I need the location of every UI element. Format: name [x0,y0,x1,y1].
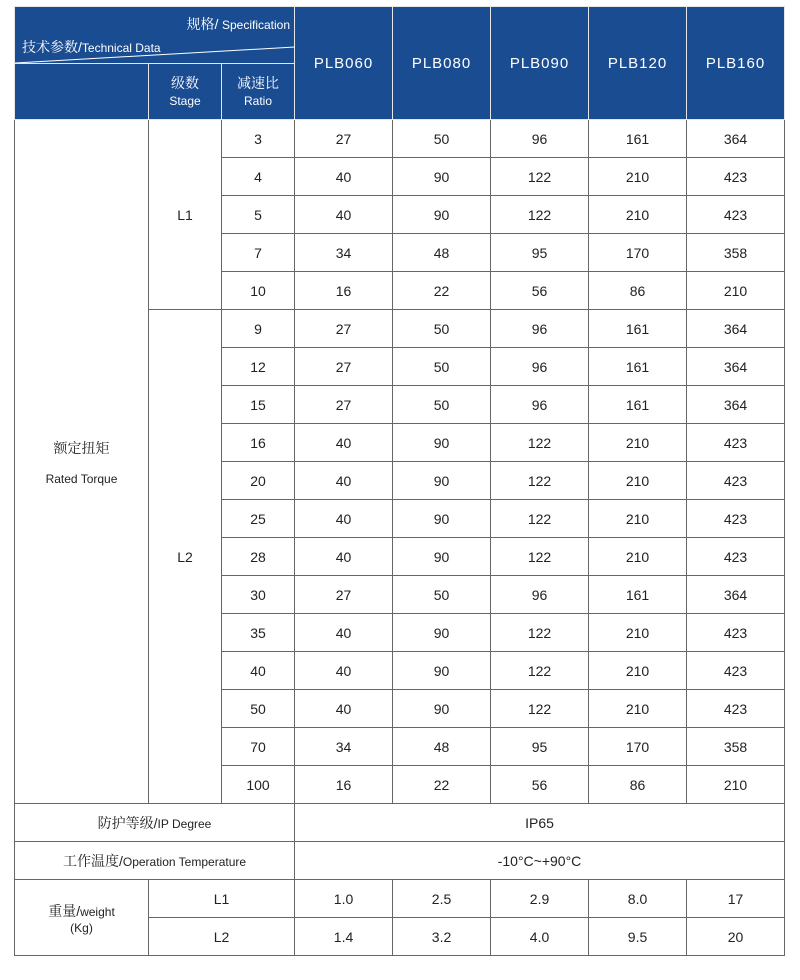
torque-value-cell: 90 [393,690,491,728]
torque-value-cell: 40 [295,196,393,234]
ratio-cell: 10 [222,272,295,310]
torque-value-cell: 364 [687,348,785,386]
torque-value-cell: 210 [589,690,687,728]
tech-label-cn: 技术参数/ [22,39,82,55]
weight-label-cn: 重量/ [48,902,81,919]
weight-l1-4: 17 [687,880,785,918]
torque-value-cell: 364 [687,386,785,424]
torque-value-cell: 96 [491,576,589,614]
ratio-cell: 28 [222,538,295,576]
ratio-cell: 5 [222,196,295,234]
torque-value-cell: 210 [687,766,785,804]
torque-value-cell: 27 [295,310,393,348]
stage-header-en: Stage [169,93,201,108]
torque-value-cell: 423 [687,424,785,462]
torque-value-cell: 90 [393,196,491,234]
torque-value-cell: 40 [295,500,393,538]
torque-value-cell: 40 [295,158,393,196]
torque-value-cell: 16 [295,272,393,310]
torque-value-cell: 423 [687,500,785,538]
weight-l1-2: 2.9 [491,880,589,918]
torque-value-cell: 95 [491,728,589,766]
weight-l2-2: 4.0 [491,918,589,956]
ip-label-cn: 防护等级/ [97,814,158,831]
torque-value-cell: 423 [687,690,785,728]
model-header-3: PLB120 [589,7,687,120]
weight-l1-0: 1.0 [295,880,393,918]
torque-value-cell: 358 [687,234,785,272]
torque-value-cell: 122 [491,158,589,196]
ratio-cell: 16 [222,424,295,462]
ratio-cell: 25 [222,500,295,538]
torque-value-cell: 122 [491,196,589,234]
torque-value-cell: 364 [687,120,785,158]
ratio-cell: 15 [222,386,295,424]
ratio-header-cn: 减速比 [237,74,279,91]
temperature-label-en: Operation Temperature [122,854,247,869]
ratio-cell: 30 [222,576,295,614]
torque-value-cell: 90 [393,424,491,462]
torque-value-cell: 210 [589,424,687,462]
torque-value-cell: 210 [687,272,785,310]
model-header-4: PLB160 [687,7,785,120]
ratio-header-en: Ratio [244,93,273,108]
torque-value-cell: 122 [491,652,589,690]
torque-value-cell: 40 [295,424,393,462]
header-blank-cell [15,64,149,120]
stage-header [149,64,222,120]
torque-value-cell: 40 [295,462,393,500]
model-header-2: PLB090 [491,7,589,120]
torque-value-cell: 50 [393,348,491,386]
ratio-cell: 4 [222,158,295,196]
torque-value-cell: 364 [687,576,785,614]
torque-value-cell: 210 [589,462,687,500]
ratio-cell: 20 [222,462,295,500]
spec-label-cn: 规格/ [186,16,219,32]
torque-value-cell: 50 [393,310,491,348]
model-header-0: PLB060 [295,7,393,120]
torque-value-cell: 40 [295,652,393,690]
torque-value-cell: 161 [589,576,687,614]
torque-value-cell: 50 [393,576,491,614]
weight-l1-3: 8.0 [589,880,687,918]
torque-value-cell: 210 [589,614,687,652]
torque-value-cell: 423 [687,196,785,234]
weight-unit: (Kg) [70,920,93,935]
torque-value-cell: 122 [491,462,589,500]
torque-value-cell: 90 [393,538,491,576]
torque-value-cell: 170 [589,728,687,766]
ip-label-cell [15,804,295,842]
torque-value-cell: 122 [491,614,589,652]
weight-stage-l2: L2 [149,918,295,956]
torque-value-cell: 56 [491,766,589,804]
rated-torque-label-cell [15,120,149,804]
stage-cell: L1 [149,120,222,310]
weight-l1-1: 2.5 [393,880,491,918]
torque-value-cell: 16 [295,766,393,804]
ratio-cell: 7 [222,234,295,272]
weight-l2-0: 1.4 [295,918,393,956]
ratio-cell: 3 [222,120,295,158]
tech-label-en: Technical Data [81,41,161,55]
torque-value-cell: 358 [687,728,785,766]
torque-value-cell: 161 [589,120,687,158]
torque-value-cell: 96 [491,310,589,348]
torque-value-cell: 423 [687,158,785,196]
torque-value-cell: 90 [393,500,491,538]
torque-value-cell: 27 [295,120,393,158]
torque-value-cell: 50 [393,386,491,424]
torque-value-cell: 210 [589,158,687,196]
torque-value-cell: 40 [295,538,393,576]
ip-value: IP65 [295,804,785,842]
ratio-cell: 35 [222,614,295,652]
torque-value-cell: 161 [589,310,687,348]
torque-value-cell: 423 [687,538,785,576]
torque-value-cell: 423 [687,614,785,652]
torque-value-cell: 96 [491,348,589,386]
model-header-1: PLB080 [393,7,491,120]
ratio-cell: 50 [222,690,295,728]
torque-value-cell: 22 [393,766,491,804]
technical-data-table [14,6,785,956]
torque-value-cell: 34 [295,728,393,766]
torque-value-cell: 90 [393,158,491,196]
ip-label-en: IP Degree [157,816,212,831]
weight-l2-1: 3.2 [393,918,491,956]
torque-value-cell: 122 [491,500,589,538]
spec-label [186,14,290,34]
torque-value-cell: 27 [295,386,393,424]
ratio-cell: 40 [222,652,295,690]
temperature-label-cell [15,842,295,880]
torque-value-cell: 122 [491,690,589,728]
torque-value-cell: 50 [393,120,491,158]
torque-value-cell: 56 [491,272,589,310]
torque-value-cell: 95 [491,234,589,272]
torque-value-cell: 40 [295,614,393,652]
ratio-header [222,64,295,120]
torque-value-cell: 210 [589,652,687,690]
rated-torque-label-cn: 额定扭矩 [53,439,110,456]
stage-cell: L2 [149,310,222,804]
torque-value-cell: 161 [589,348,687,386]
weight-label-en: weight [80,904,115,919]
torque-value-cell: 423 [687,462,785,500]
torque-value-cell: 210 [589,538,687,576]
rated-torque-label-en: Rated Torque [45,471,118,486]
ratio-cell: 9 [222,310,295,348]
torque-value-cell: 48 [393,728,491,766]
torque-value-cell: 210 [589,196,687,234]
weight-stage-l1: L1 [149,880,295,918]
torque-value-cell: 27 [295,348,393,386]
ratio-cell: 12 [222,348,295,386]
header-diagonal-cell [15,7,295,64]
tech-label [22,37,161,57]
torque-value-cell: 86 [589,766,687,804]
torque-value-cell: 122 [491,424,589,462]
torque-value-cell: 364 [687,310,785,348]
torque-value-cell: 48 [393,234,491,272]
torque-value-cell: 423 [687,652,785,690]
torque-value-cell: 86 [589,272,687,310]
torque-value-cell: 34 [295,234,393,272]
stage-header-cn: 级数 [171,74,199,91]
torque-value-cell: 96 [491,386,589,424]
torque-value-cell: 90 [393,462,491,500]
torque-value-cell: 22 [393,272,491,310]
spec-label-en: Specification [221,18,291,32]
footer-body [15,804,785,956]
ratio-cell: 70 [222,728,295,766]
torque-value-cell: 122 [491,538,589,576]
torque-value-cell: 27 [295,576,393,614]
ratio-cell: 100 [222,766,295,804]
weight-l2-3: 9.5 [589,918,687,956]
torque-value-cell: 96 [491,120,589,158]
torque-value-cell: 40 [295,690,393,728]
torque-value-cell: 210 [589,500,687,538]
torque-value-cell: 170 [589,234,687,272]
torque-row [15,120,785,158]
torque-body [15,120,785,804]
torque-value-cell: 90 [393,652,491,690]
weight-label-cell [15,880,149,956]
torque-value-cell: 90 [393,614,491,652]
weight-l2-4: 20 [687,918,785,956]
temperature-label-cn: 工作温度/ [62,852,123,869]
torque-value-cell: 161 [589,386,687,424]
temperature-value: -10°C~+90°C [295,842,785,880]
